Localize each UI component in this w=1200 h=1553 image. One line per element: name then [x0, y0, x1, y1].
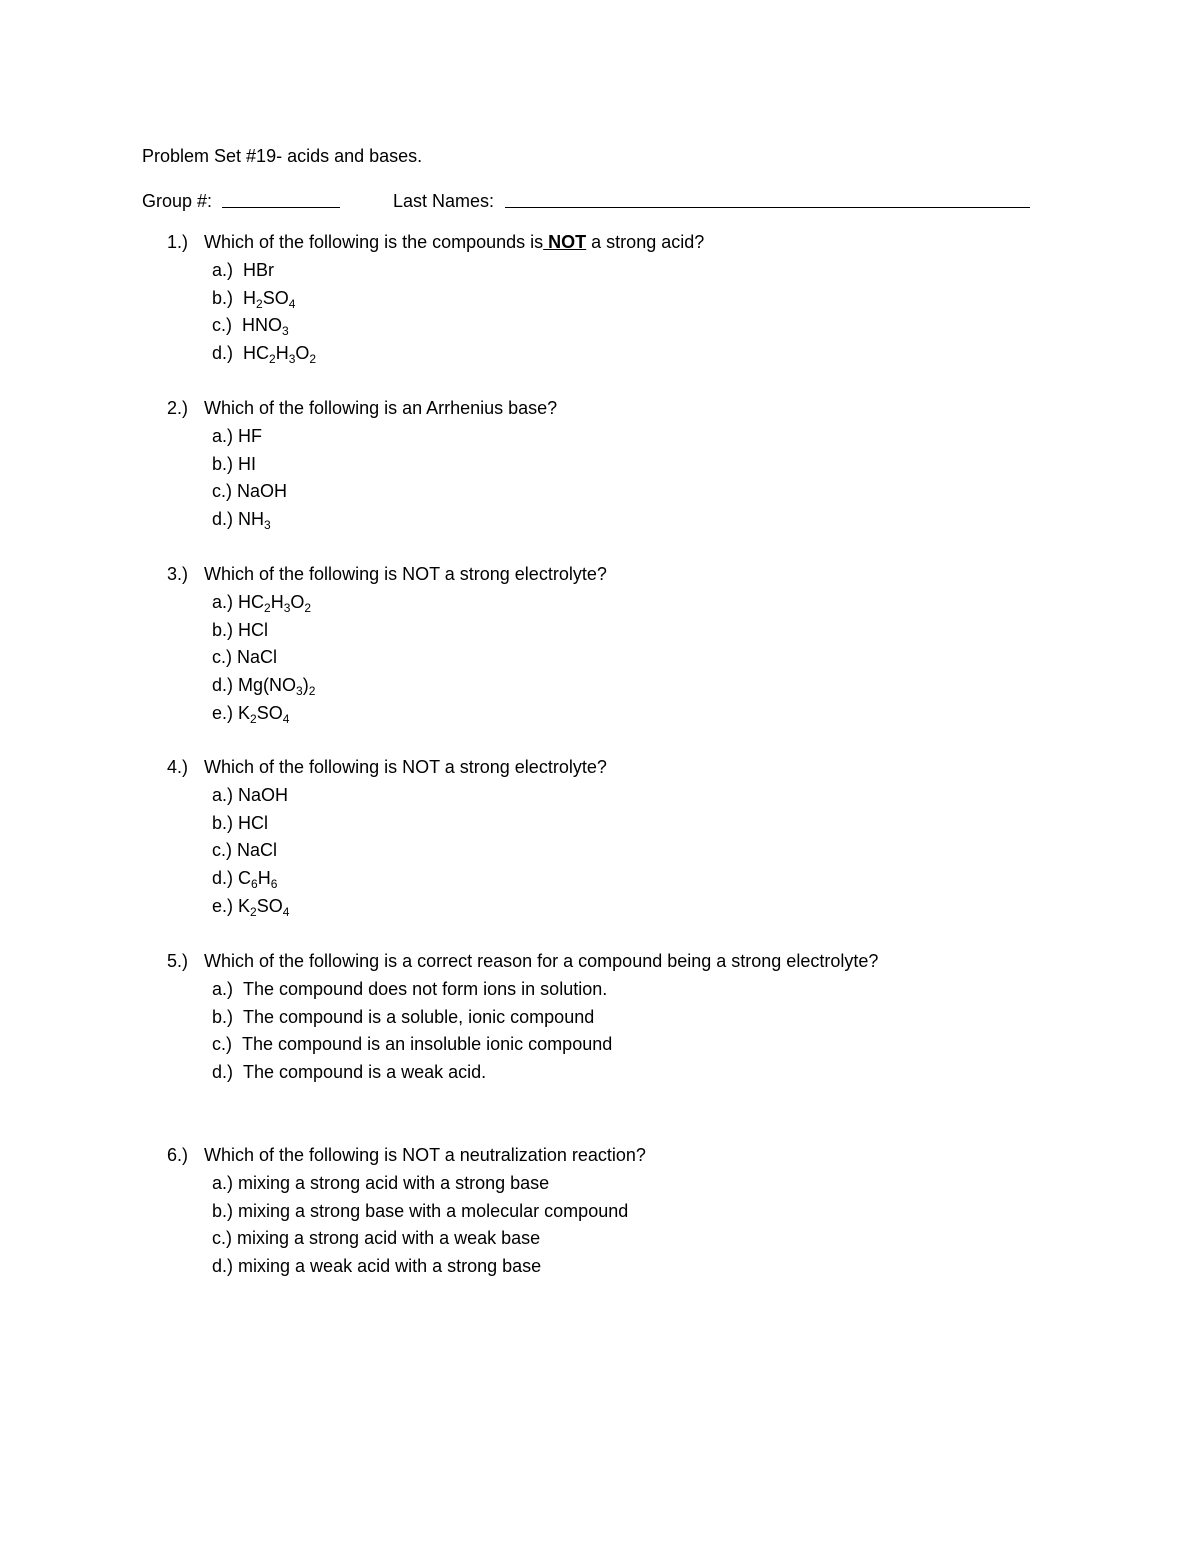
subscript: 3: [282, 324, 289, 338]
question-number: 5.): [166, 951, 188, 971]
option-letter: b.): [212, 1007, 234, 1027]
answer-option: [212, 646, 277, 668]
option-letter: b.): [212, 454, 234, 474]
page-title: Problem Set #19- acids and bases.: [142, 146, 423, 166]
answer-option: [212, 867, 277, 889]
question-emphasis: NOT: [543, 232, 587, 252]
subscript: 2: [256, 297, 263, 311]
option-letter: a.): [212, 426, 234, 446]
option-letter: e.): [212, 703, 234, 723]
answer-option: [212, 1006, 594, 1028]
answer-option: [212, 287, 295, 309]
answer-option: [212, 978, 607, 1000]
subscript: 3: [264, 518, 271, 532]
subscript: 3: [283, 601, 291, 615]
option-letter: c.): [212, 315, 232, 335]
option-text: HF: [238, 426, 263, 446]
option-letter: a.): [212, 260, 234, 280]
option-text: NaOH: [237, 481, 288, 501]
option-text: $K_2SO_4$: [238, 703, 290, 726]
option-text: mixing a strong acid with a strong base: [238, 1173, 550, 1193]
answer-option: [212, 895, 289, 917]
option-text: $Mg(NO_3)_2$: [238, 675, 316, 698]
option-letter: d.): [212, 675, 234, 695]
subscript: 3: [296, 684, 303, 698]
option-text: HCl: [238, 813, 269, 833]
option-text: HI: [238, 454, 257, 474]
subscript: 2: [308, 684, 316, 698]
subscript: 2: [304, 601, 312, 615]
answer-option: [212, 812, 268, 834]
option-letter: c.): [212, 647, 232, 667]
option-letter: b.): [212, 813, 234, 833]
option-letter: a.): [212, 979, 234, 999]
answer-option: [212, 1227, 540, 1249]
subscript: 3: [288, 352, 296, 366]
answer-option: [212, 1172, 549, 1194]
subscript: 2: [269, 352, 276, 366]
option-text: NaCl: [237, 840, 278, 860]
option-letter: a.): [212, 592, 234, 612]
answer-option: [212, 508, 271, 530]
option-letter: e.): [212, 896, 234, 916]
question-text: Which of the following is NOT a neutralization reaction?: [204, 1145, 646, 1165]
option-letter: d.): [212, 1062, 234, 1082]
last-names-label: Last Names:: [393, 191, 495, 211]
option-letter: b.): [212, 288, 234, 308]
option-text: $HC_2H_3O_2$: [243, 343, 317, 366]
answer-option: [212, 784, 288, 806]
question-text: [204, 231, 704, 253]
option-letter: c.): [212, 840, 232, 860]
option-letter: d.): [212, 343, 234, 363]
subscript: 2: [250, 905, 257, 919]
subscript: 6: [270, 877, 278, 891]
question-text: Which of the following is NOT a strong electrolyte?: [204, 757, 607, 777]
option-text: $H_2SO_4$: [243, 288, 296, 311]
option-text: HCl: [238, 620, 269, 640]
option-text: The compound does not form ions in solution.: [243, 979, 608, 999]
question-number: 6.): [166, 1145, 188, 1165]
option-text: The compound is a weak acid.: [243, 1062, 487, 1082]
option-letter: d.): [212, 868, 234, 888]
option-letter: a.): [212, 785, 234, 805]
option-text: NaCl: [237, 647, 278, 667]
option-letter: a.): [212, 1173, 234, 1193]
answer-option: [212, 342, 316, 364]
question-number: 1.): [166, 232, 188, 252]
option-letter: b.): [212, 1201, 234, 1221]
answer-option: [212, 480, 287, 502]
answer-option: [212, 314, 289, 336]
answer-option: [212, 839, 277, 861]
answer-option: [212, 591, 311, 613]
question-text: Which of the following is a correct reason for a compound being a strong electrolyte?: [204, 951, 879, 971]
answer-option: [212, 1200, 628, 1222]
question-text: Which of the following is NOT a strong electrolyte?: [204, 564, 607, 584]
option-text: The compound is a soluble, ionic compound: [243, 1007, 595, 1027]
option-text: mixing a strong acid with a weak base: [237, 1228, 541, 1248]
answer-option: [212, 1061, 486, 1083]
option-letter: d.): [212, 1256, 234, 1276]
answer-option: [212, 259, 274, 281]
option-letter: c.): [212, 1228, 232, 1248]
question-text-part: a strong acid?: [586, 232, 705, 252]
option-text: NaOH: [238, 785, 289, 805]
last-names-blank: [505, 190, 1030, 208]
option-letter: b.): [212, 620, 234, 640]
option-letter: d.): [212, 509, 234, 529]
answer-option: [212, 1033, 612, 1055]
question-text-part: Which of the following is the compounds is: [204, 232, 544, 252]
subscript: 4: [282, 905, 290, 919]
question-number: 3.): [166, 564, 188, 584]
question-text: Which of the following is an Arrhenius base?: [204, 398, 558, 418]
group-label: Group #:: [142, 191, 213, 211]
option-text: The compound is an insoluble ionic compound: [242, 1034, 613, 1054]
option-text: mixing a strong base with a molecular compound: [238, 1201, 629, 1221]
answer-option: [212, 425, 262, 447]
option-text: HBr: [243, 260, 275, 280]
option-letter: c.): [212, 1034, 232, 1054]
subscript: 4: [288, 297, 296, 311]
subscript: 2: [309, 352, 317, 366]
answer-option: [212, 674, 315, 696]
group-number-blank: [222, 190, 340, 208]
question-number: 2.): [166, 398, 188, 418]
option-text: $C_6H_6$: [238, 868, 278, 891]
answer-option: [212, 619, 268, 641]
question-number: 4.): [166, 757, 188, 777]
subscript: 4: [282, 712, 290, 726]
option-letter: c.): [212, 481, 232, 501]
answer-option: [212, 453, 256, 475]
option-text: $NH_3$: [238, 509, 271, 532]
option-text: $K_2SO_4$: [238, 896, 290, 919]
option-text: $HNO_3$: [242, 315, 289, 338]
subscript: 2: [250, 712, 257, 726]
answer-option: [212, 702, 289, 724]
subscript: 2: [264, 601, 271, 615]
option-text: $HC_2H_3O_2$: [238, 592, 312, 615]
answer-option: [212, 1255, 541, 1277]
option-text: mixing a weak acid with a strong base: [238, 1256, 542, 1276]
subscript: 6: [251, 877, 258, 891]
